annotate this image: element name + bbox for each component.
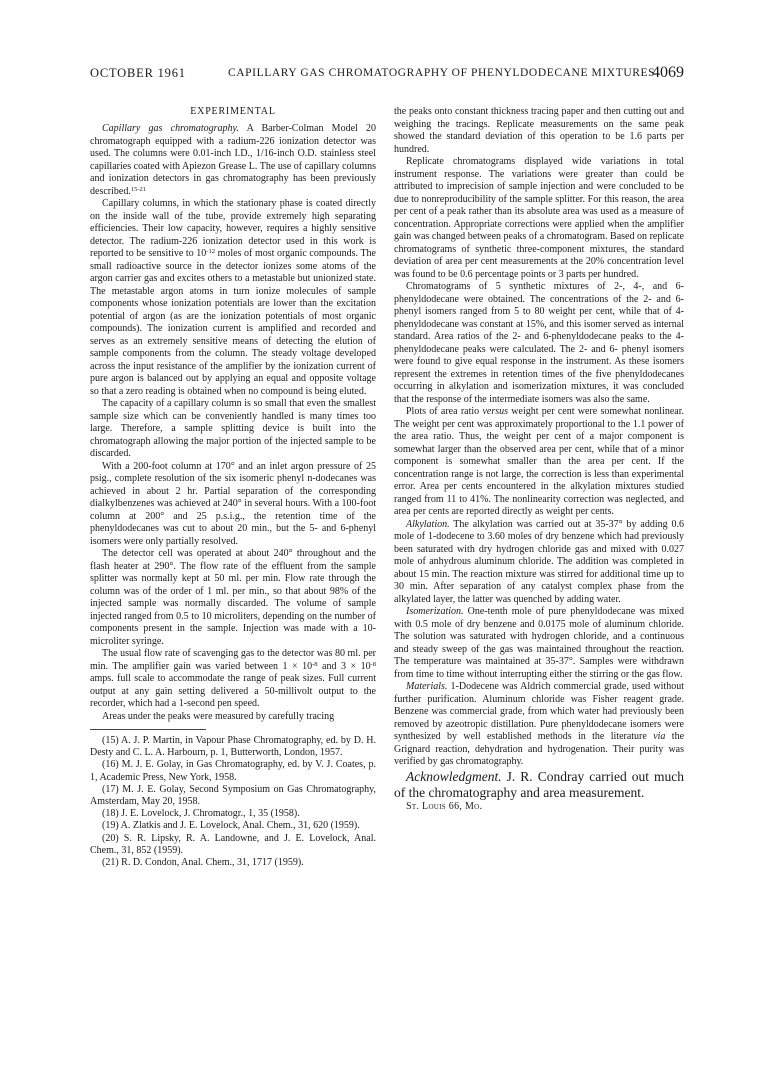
paragraph-capillary-gc: [90, 123, 376, 198]
italic-word: versus: [482, 406, 508, 417]
reference-item: (15) A. J. P. Martin, in Vapour Phase Chromatography, ed. by D. H. Desty and C. L. A. Harbourn, p. 1, Butterworth, London, 1957.: [90, 735, 376, 759]
author-address: St. Louis 66, Mo.: [406, 800, 483, 812]
paragraph-detector-cell: The detector cell was operated at about 240° throughout and the flash heater at 290°. The flow rate of the effluent from the sample splitter was normally kept at 50 ml. per min. Flow rate through the column was of the order of 1 ml. per min., so that about 98% of the injected sample was normally discarded. The volume of sample injected ranged from 0.5 to 10 microliters, depending on the number of components present in the sample. Injection was made with a 10-microliter syringe.: [90, 548, 376, 647]
page-number: 4069: [652, 64, 684, 81]
paragraph-text: moles of most organic compounds. The small radioactive source in the detector ionizes some atoms of the argon carrier gas and excites others to a metastable but unionized state. The metastable argon atoms in turn ionize molecules of sample components whose ionization potentials are lower than the excitation potential of argon (as are the ionization potentials of most organic compounds). The ionization current is amplified and recorded and serves as an extremely sensitive means of detecting the elution of sample components from the column. The steady voltage developed across the input resistance of the amplifier by the ionization current of pure argon is balanced out by applying an equal and opposite voltage so that a zero reading is obtained when no compound is being eluted.: [90, 248, 376, 397]
exponent-superscript: -8: [370, 660, 376, 668]
reference-item: (16) M. J. E. Golay, in Gas Chromatography, ed. by V. J. Coates, p. 1, Academic Press, New York, 1958.: [90, 759, 376, 783]
left-column: [90, 106, 376, 869]
paragraph-isomerization: [394, 606, 684, 681]
italic-word: via: [653, 731, 666, 742]
paragraph-replicate: Replicate chromatograms displayed wide variations in total instrument response. The variations were greater than could be attributed to imprecision of sample injection and were concluded to be due to nonreproducibility of the sample splitter. For this reason, the area per cent of a peak rather than its absolute area was used as a measure of concentration. Appropriate corrections were applied when the amplifier gain was changed between peaks of a chromatogram. Based on replicate chromatograms of synthetic three-component mixtures, the standard deviation of area per cent measurements at the 20% concentration level was found to be 0.6 percentage points or 3 parts per hundred.: [394, 156, 684, 280]
paragraph-text: Plots of area ratio: [406, 406, 483, 417]
citation-superscript: 15-21: [130, 185, 146, 193]
header-month: OCTOBER 1961: [90, 66, 186, 80]
runin-heading-capillary-gc: Capillary gas chromatography.: [102, 123, 239, 134]
reference-item: (21) R. D. Condon, Anal. Chem., 31, 1717 (1959).: [102, 857, 304, 869]
paragraph-column-conditions: With a 200-foot column at 170° and an inlet argon pressure of 25 psig., complete resolution of the six isomeric phenyl n-dodecanes was achieved in about 2 hr. Partial separation of the corresponding dialkylbenzenes was achieved at 240° in several hours. With a 100-foot column at 200° and 25 p.s.i.g., the retention time of the phenyldodecanes was cut to about 20 min., but the 5- and 6-phenyl isomers were only partially resolved.: [90, 460, 376, 547]
paragraph-text: The alkylation was carried out at 35-37° by adding 0.6 mole of 1-dodecene to 3.60 moles of dry benzene which had previously been saturated with dry hydrogen chloride gas and mixed with 0.027 mole of anhydrous aluminum chloride. The addition was completed in about 15 min. The reaction mixture was stirred for additional time up to 30 min. After separation of any catalyst complex phase from the alkylated layer, the latter was quenched by adding water.: [394, 518, 684, 605]
paragraph-capillary-columns: [90, 198, 376, 398]
footnote-divider: [90, 729, 206, 730]
paragraph-text: One-tenth mole of pure phenyldodecane was mixed with 0.5 mole of dry benzene and 0.0175 mole of aluminum chloride. The solution was saturated with hydrogen chloride, and a continuous and steady sweep of the gas was maintained throughout the reaction. The temperature was maintained at 35-37°. Samples were withdrawn from time to time without interrupting either the stirring or the gas flow.: [394, 606, 684, 680]
reference-list: [90, 735, 376, 869]
runin-heading-alkylation: Alkylation.: [406, 518, 450, 530]
runin-heading-isomerization: Isomerization.: [406, 606, 464, 617]
paragraph-tracing: the peaks onto constant thickness tracing paper and then cutting out and weighing the tracings. Replicate measurements on the same peak showed the standard deviation of this operation to be 1.6 parts per hundred.: [394, 106, 684, 155]
paragraph-text: Capillary columns, in which the stationary phase is coated directly on the inside wall of the tube, provide extremely high separating efficiencies. Their low capacity, however, requires a highly sensitive detector. The radium-226 ionization detector used in this work is reported to be sensitive to 10: [90, 198, 376, 259]
paragraph-text: the Grignard reaction, dehydration and hydrogenation. Their purity was verified by gas chromatography.: [394, 731, 685, 767]
paragraph-text: weight per cent were somewhat nonlinear. The weight per cent was approximately proportional to the 1.1 power of the area ratio. Thus, the weight per cent of a major component is somewhat larger than the observed area per cent, while that of a minor component is somewhat smaller than the area per cent. If the concentration range is not large, the correction is less than experimental error. Area per cents encountered in the alkylation mixtures studied ranged from 11 to 41%. The nonlinearity correction was neglected, and area per cents are reported directly as weight per cents.: [394, 406, 685, 517]
acknowledgment-label: Acknowledgment.: [406, 768, 502, 784]
paragraph-areas: Areas under the peaks were measured by carefully tracing: [102, 710, 335, 722]
reference-item: (20) S. R. Lipsky, R. A. Landowne, and J. E. Lovelock, Anal. Chem., 31, 852 (1959).: [90, 832, 376, 856]
acknowledgment: [394, 769, 684, 801]
exponent-superscript: -8: [312, 660, 318, 668]
section-heading-experimental: EXPERIMENTAL: [190, 106, 276, 117]
reference-item: (19) A. Zlatkis and J. E. Lovelock, Anal. Chem., 31, 620 (1959).: [102, 820, 360, 832]
runin-heading-materials: Materials.: [406, 681, 448, 692]
running-title: CAPILLARY GAS CHROMATOGRAPHY OF PHENYLDODECANE MIXTURES: [228, 67, 656, 79]
paragraph-capacity: The capacity of a capillary column is so small that even the smallest sample size which can be conveniently handled is many times too large. Therefore, a sample splitting device is built into the chromatograph allowing the major portion of the injected sample to be discarded.: [90, 398, 376, 459]
paragraph-text: 1-Dodecene was Aldrich commercial grade, used without further purification. Aluminum chloride was Fisher reagent grade. Benzene was commercial grade, from which water had previously been removed by azeotropic distillation. Pure phenyldodecane isomers were synthesized by well established methods in the literature: [394, 681, 684, 742]
reference-item: (18) J. E. Lovelock, J. Chromatogr., 1, 35 (1958).: [102, 808, 300, 820]
paragraph-flow-rate: [90, 648, 376, 711]
paragraph-synthetic-mixtures: Chromatograms of 5 synthetic mixtures of 2-, 4-, and 6-phenyldodecane were obtained. The concentrations of the 2- and 6-phenyl isomers ranged from 5 to 80 weight per cent, while that of 4-phenyldodecane was constant at 15%, and this isomer served as internal standard. Area ratios of the 2- and 6-phenyldodecane peaks to the 4-phenyldodecane peaks were calculated. The 2- and 6- phenyl isomers were found to give equal response in the instrument. As these isomers represent the extremes in retention times of the five phenyldodecanes occurring in alkylation and isomerization mixtures, it was concluded that the response of the intermediate isomers was also the same.: [394, 281, 684, 405]
reference-item: (17) M. J. E. Golay, Second Symposium on Gas Chromatography, Amsterdam, May 20, 1958.: [90, 783, 376, 808]
paragraph-alkylation: [394, 519, 684, 607]
paragraph-text: and 3 × 10: [317, 660, 371, 672]
paragraph-area-ratio: [394, 406, 684, 519]
paragraph-text: The usual flow rate of scavenging gas to the detector was 80 ml. per min. The amplifier gain was varied between 1 × 10: [90, 648, 376, 672]
acknowledgment-text: J. R. Condray carried out much of the chromatography and area measurement.: [394, 768, 684, 800]
right-column: [394, 106, 684, 813]
paragraph-text: amps. full scale to accommodate the range of peak sizes. Full current output at any gain setting delivered a 50-millivolt output to the recorder, which had a 1-second pen speed.: [90, 673, 376, 709]
page-header: [90, 64, 684, 82]
paragraph-text: A Barber-Colman Model 20 chromatograph equipped with a radium-226 ionization detector was used. The columns were 0.01-inch I.D., 1/16-inch O.D. stainless steel capillaries coated with Apiezon Grease L. The use of capillary columns and ionization detectors in gas chromatography has been previously described.: [90, 123, 376, 197]
paragraph-materials: [394, 681, 684, 769]
exponent-superscript: -12: [206, 248, 215, 255]
